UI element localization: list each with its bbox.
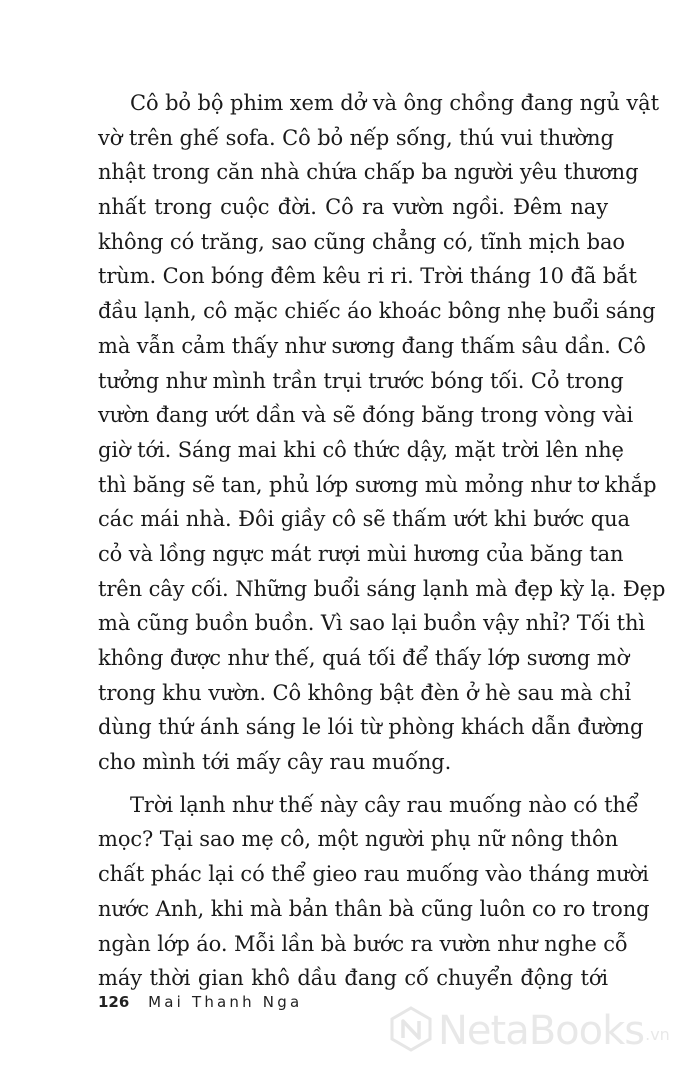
text-line: trong khu vườn. Cô không bật đèn ở hè sau mà chỉ [98,680,631,705]
text-line: mà cũng buồn buồn. Vì sao lại buồn vậy nhỉ? Tối thì [98,611,646,636]
text-line: Cô bỏ bộ phim xem dở và ông chồng đang ngủ vật [130,91,659,115]
text-line: mà vẫn cảm thấy như sương đang thấm sâu dần. Cô [98,333,646,358]
text-line: các mái nhà. Đôi giầy cô sẽ thấm ướt khi bước qua [98,507,630,532]
text-line: chất phác lại có thể gieo rau muống vào tháng mười [98,862,649,887]
text-line: cỏ và lồng ngực mát rượi mùi hương của băng tan [98,541,624,566]
text-line: nhật trong căn nhà chứa chấp ba người yêu thương [98,160,639,185]
text-line: giờ tới. Sáng mai khi cô thức dậy, mặt trời lên nhẹ [98,437,624,462]
text-line: Trời lạnh như thế này cây rau muống nào có thể [130,792,639,817]
text-line: dùng thứ ánh sáng le lói từ phòng khách dẫn đường [98,715,644,740]
text-line: mọc? Tại sao mẹ cô, một người phụ nữ nông thôn [98,827,618,852]
page-number: 126 [98,993,130,1011]
paragraph-gap [98,780,608,788]
text-line: vờ trên ghế sofa. Cô bỏ nếp sống, thú vui thường [98,125,614,150]
text-line: nước Anh, khi mà bản thân bà cũng luôn co ro trong [98,896,650,921]
watermark-text: NetaBooks [438,1008,645,1054]
paragraph-2 [98,788,650,996]
paragraph-1 [98,86,666,780]
page-body [98,86,666,996]
text-line: vườn đang ướt dần và sẽ đóng băng trong vòng vài [98,403,634,428]
text-line: máy thời gian khô dầu đang cố chuyển động tới [98,966,608,991]
text-line: thì băng sẽ tan, phủ lớp sương mù mỏng như tơ khắp [98,472,657,497]
text-line: trùm. Con bóng đêm kêu ri ri. Trời tháng 10 đã bắt [98,264,637,289]
watermark-suffix: .vn [645,1025,670,1044]
text-line: nhất trong cuộc đời. Cô ra vườn ngồi. Đêm nay [98,195,608,220]
netabooks-logo-icon [388,1006,434,1056]
text-line: trên cây cối. Những buổi sáng lạnh mà đẹp kỳ lạ. Đẹp [98,576,666,601]
text-line: không có trăng, sao cũng chẳng có, tĩnh mịch bao [98,229,625,254]
text-line: ngàn lớp áo. Mỗi lần bà bước ra vườn như nghe cỗ [98,931,628,956]
author-name: Mai Thanh Nga [148,993,303,1011]
text-line: tưởng như mình trần trụi trước bóng tối. Cỏ trong [98,368,624,393]
text-line: không được như thế, quá tối để thấy lớp sương mờ [98,646,630,670]
text-line: đầu lạnh, cô mặc chiếc áo khoác bông nhẹ buổi sáng [98,299,656,324]
watermark [388,1006,670,1056]
text-line: cho mình tới mấy cây rau muống. [98,750,452,775]
page-footer [98,993,302,1011]
